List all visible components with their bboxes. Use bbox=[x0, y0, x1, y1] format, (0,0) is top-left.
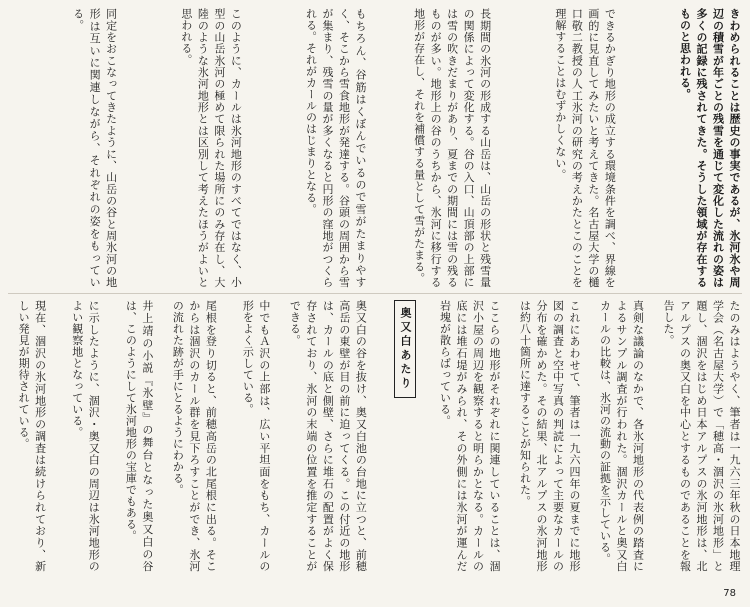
paragraph: たのみはようやく、筆者は一九六三年秋の日本地理学会（名古屋大学）で「穂高・涸沢の氷河地形」と題し、涸沢をはじめ日本アルプスの氷河地形は、北アルプスの奥又白を中心とするものであることを報告した。 bbox=[662, 300, 741, 572]
paragraph: できるかぎり地形の成立する環境条件を調べ、界線を画的に見直してみたいと考えてきた。名古屋大学の樋口敬二教授の人工氷河の研究の考えかたとこのことを理解することはむずかしくない。 bbox=[553, 8, 617, 288]
paragraph: もちろん、谷筋はくぼんでいるので雪がたまりやすく、そこから雪食地形が発達する。谷頭の周囲から雪が集まり、残雪の量が多くなると円形の窪地がつくられる。それがカールのはじまりとなる。 bbox=[304, 8, 367, 288]
bottom-tier-text bbox=[8, 300, 742, 572]
paragraph: これにあわせて、筆者は一九六四年の夏までに地形図の調査と空中写真の判読によって主要なカールの分布を確かめた。その結果、北アルプスの氷河地形は約八十箇所に達することが知られた。 bbox=[518, 300, 581, 572]
section-subhead: 奥又白あたり bbox=[394, 300, 417, 398]
paragraph: このように、カールは氷河地形のすべてではなく、小型の山岳氷河の極めて限られた場所にのみ存在し、大陸のような氷河地形とは区別して考えたほうがよいと思われる。 bbox=[179, 8, 243, 288]
top-tier-text bbox=[8, 8, 742, 288]
page-number: 78 bbox=[723, 588, 736, 599]
intro-paragraph: きわめられることは歴史の事実であるが、氷河氷や周辺の積雪が年ごとの残雪を通じて変化した流れの姿は多くの記録に残されてきた。そうした領域が存在するものと思われる。 bbox=[678, 8, 741, 288]
paragraph: に示したように、涸沢・奥又白の周辺は氷河地形のよい観察地となっている。 bbox=[70, 300, 101, 572]
tier-divider bbox=[8, 293, 742, 294]
paragraph: 長期間の氷河の形成する山岳は、山岳の形状と残雪量の関係によって変化する。谷の入口、山頂部の上部には雪の吹きだまりがあり、夏までの期間には雪の残るものが多い。地形上の谷のうちから、氷河に移行する地形が存在し、それを補償する量として雪がたまる。 bbox=[412, 8, 492, 288]
paragraph: ここらの地形がそれぞれに関連していることは、涸沢小屋の周辺を観察すると明らかとなる。カールの底には堆石堤がみられ、その外側には氷河が運んだ岩塊が散らばっている。 bbox=[438, 300, 501, 572]
paragraph: 同定をおこなってきたように、山岳の谷と周氷河の地形は互いに関連しながら、それぞれの姿をもっている。 bbox=[71, 8, 118, 288]
paragraph: 奥又白の谷を抜け、奥又白池の台地に立つと、前穂高岳の東壁が目の前に迫ってくる。この付近の地形は、カールの底と側壁、さらに堆石の配置がよく保存されており、氷河の末端の位置を推定することができる。 bbox=[288, 300, 368, 572]
paragraph: 現在、涸沢の氷河地形の調査は続けられており、新しい発見が期待されている。 bbox=[17, 300, 47, 572]
paragraph: 尾根を登り切ると、前穂高岳の北尾根に出る。そこからは涸沢のカール群を見下ろすことができ、氷河の流れた跡が手にとるようにわかる。 bbox=[171, 300, 218, 572]
paragraph: 真剣な議論のなかで、各氷河地形の代表例の踏査によるサンプル調査が行われた。涸沢カールと奥又白カールの比較は、氷河の流動の証拠を示している。 bbox=[598, 300, 645, 572]
section-subhead-column bbox=[382, 300, 422, 572]
paragraph: 中でもＡ沢の上部は、広い平坦面をもち、カールの形をよく示している。 bbox=[241, 300, 271, 572]
paragraph: 井上靖の小説『氷壁』の舞台となった奥又白の谷は、このようにして氷河地形の宝庫でもある。 bbox=[124, 300, 154, 572]
